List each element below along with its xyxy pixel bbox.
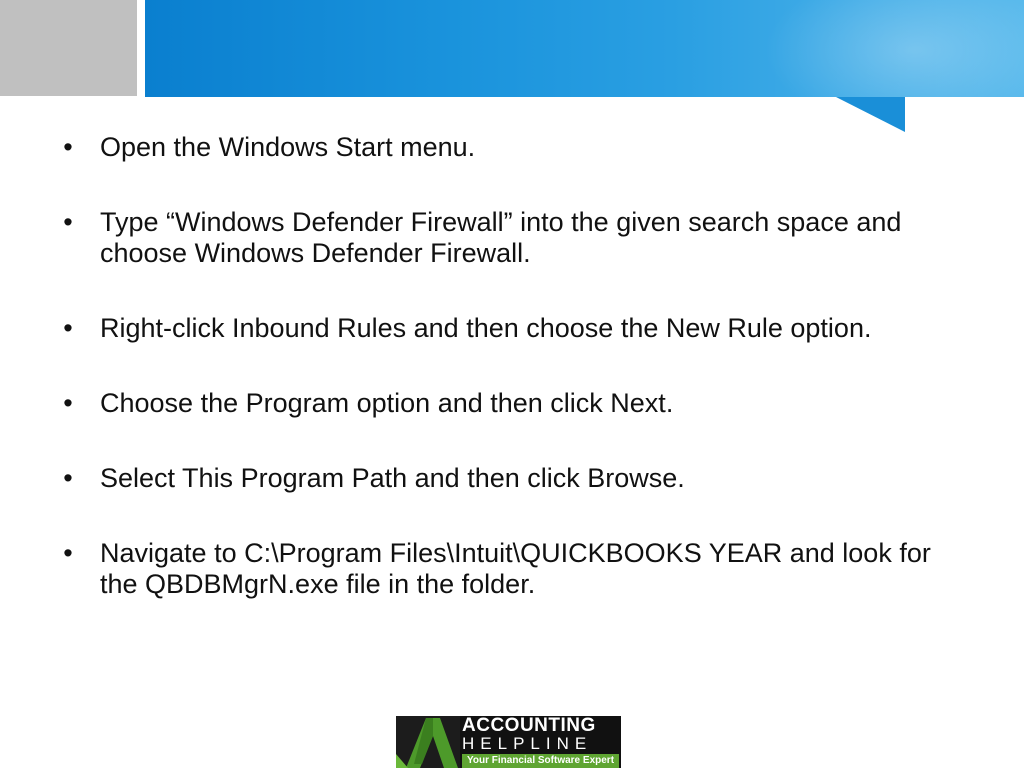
list-item-text: Choose the Program option and then click Next. [100, 388, 674, 418]
list-item [58, 463, 968, 494]
list-item-text: Type “Windows Defender Firewall” into the given search space and choose Windows Defender Firewall. [100, 207, 902, 268]
list-item-text: Navigate to C:\Program Files\Intuit\QUICKBOOKS YEAR and look for the QBDBMgrN.exe file in the folder. [100, 538, 931, 599]
bullet-icon: • [63, 207, 73, 237]
bullet-icon: • [63, 388, 73, 418]
bullet-icon: • [63, 132, 73, 162]
list-item-text: Select This Program Path and then click Browse. [100, 463, 685, 493]
list-item [58, 388, 968, 419]
list-item [58, 132, 968, 163]
bullet-icon: • [63, 538, 73, 568]
header-gray-block [0, 0, 137, 96]
slide-content [58, 132, 968, 644]
list-item [58, 313, 968, 344]
banner-highlight [764, 0, 1024, 97]
logo-tagline: Your Financial Software Expert [462, 754, 619, 768]
header-blue-banner [145, 0, 1024, 97]
list-item-text: Right-click Inbound Rules and then choose the New Rule option. [100, 313, 872, 343]
logo-text-line1: ACCOUNTING [462, 716, 596, 736]
accounting-helpline-logo [396, 716, 621, 768]
list-item [58, 207, 968, 269]
list-item-text: Open the Windows Start menu. [100, 132, 476, 162]
bullet-icon: • [63, 463, 73, 493]
logo-a-icon [396, 716, 460, 768]
list-item [58, 538, 968, 600]
logo-text-line2: HELPLINE [462, 734, 593, 753]
instruction-list [58, 132, 968, 600]
bullet-icon: • [63, 313, 73, 343]
